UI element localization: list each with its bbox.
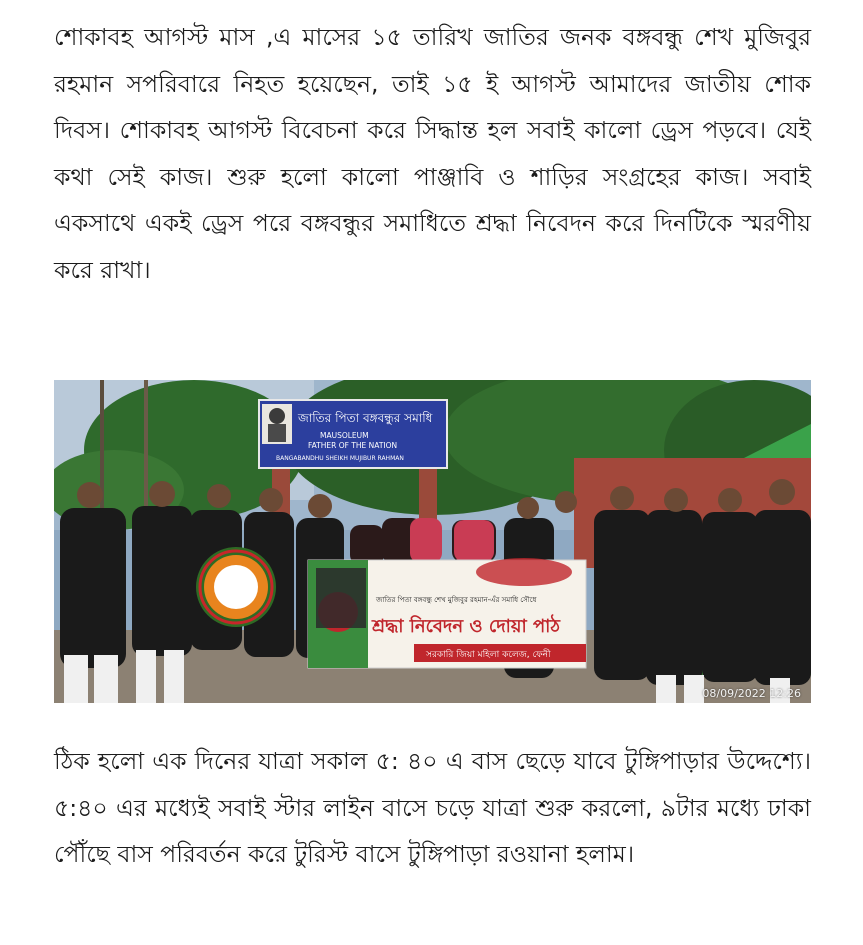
sign-bangla-title: জাতির পিতা বঙ্গবন্ধুর সমাধি (298, 411, 433, 425)
article-paragraph-1: শোকাবহ আগস্ট মাস ,এ মাসের ১৫ তারিখ জাতির জনক বঙ্গবন্ধু শেখ মুজিবুর রহমান সপরিবারে নিহত হয়েছেন, তাই ১৫ ই আগস্ট আমাদের জাতীয় শোক দিবস। শোকাবহ আগস্ট বিবেচনা করে সিদ্ধান্ত হল সবাই কালো ড্রেস পড়বে। যেই কথা সেই কাজ। শুরু হলো কালো পাঞ্জাবি ও শাড়ির সংগ্রহের কাজ। সবাই একসাথে একই ড্রেস পরে বঙ্গবন্ধুর সমাধিতে শ্রদ্ধা নিবেদন করে দিনটিকে স্মরণীয় করে রাখা। (54, 23, 811, 284)
sign-line-father: FATHER OF THE NATION (308, 441, 398, 450)
article-paragraph-2: ঠিক হলো এক দিনের যাত্রা সকাল ৫: ৪০ এ বাস ছেড়ে যাবে টুঙ্গিপাড়ার উদ্দেশ্যে। ৫:৪০ এর মধ্যেই সবাই স্টার লাইন বাসে চড়ে যাত্রা শুরু করলো, ৯টার মধ্যে ঢাকা পৌঁছে বাস পরিবর্তন করে টুরিস্ট বাসে টুঙ্গিপাড়া রওয়ানা হলাম। (54, 747, 811, 868)
banner-top-line: জাতির পিতা বঙ্গবন্ধু শেখ মুজিবুর রহমান-এঁর সমাধি সৌধে (376, 596, 537, 604)
sign-line-mausoleum: MAUSOLEUM (320, 431, 369, 440)
sign-line-name: BANGABANDHU SHEIKH MUJIBUR RAHMAN (276, 455, 404, 462)
banner-main-text: শ্রদ্ধা নিবেদন ও দোয়া পাঠ (372, 616, 561, 637)
photo-timestamp: 08/09/2022 12:26 (702, 687, 801, 700)
banner-bottom-line: সরকারি জিয়া মহিলা কলেজ, ফেনী (426, 650, 551, 660)
event-photo (54, 380, 811, 703)
